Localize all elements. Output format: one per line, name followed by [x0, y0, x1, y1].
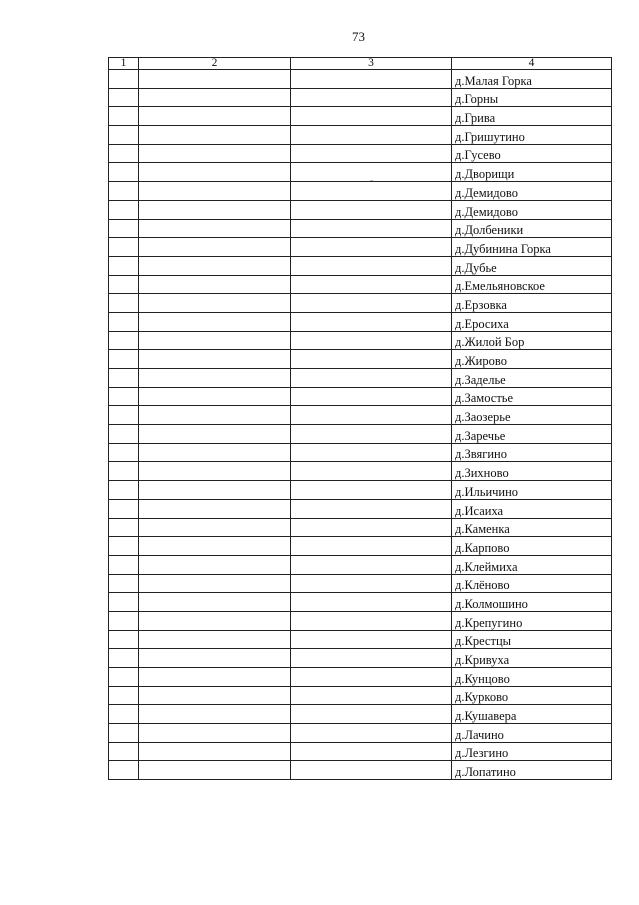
empty-cell-col-1 — [109, 369, 139, 388]
table-row — [109, 275, 612, 294]
settlement-name: д.Клеймиха — [452, 555, 612, 574]
table-row — [109, 144, 612, 163]
empty-cell-col-2 — [139, 163, 291, 182]
empty-cell-col-3 — [291, 630, 452, 649]
settlement-name: д.Лезгино — [452, 742, 612, 761]
page-number: 73 — [352, 29, 365, 44]
table-row — [109, 742, 612, 761]
empty-cell-col-3 — [291, 107, 452, 126]
empty-cell-col-3 — [291, 331, 452, 350]
empty-cell-col-2 — [139, 593, 291, 612]
table-row — [109, 499, 612, 518]
table-row — [109, 256, 612, 275]
settlement-name: д.Исаиха — [452, 499, 612, 518]
empty-cell-col-2 — [139, 238, 291, 257]
empty-cell-col-2 — [139, 406, 291, 425]
table-row — [109, 724, 612, 743]
table-row — [109, 294, 612, 313]
empty-cell-col-1 — [109, 649, 139, 668]
table-row — [109, 555, 612, 574]
table-row — [109, 70, 612, 89]
settlement-name: д.Клёново — [452, 574, 612, 593]
empty-cell-col-2 — [139, 742, 291, 761]
settlement-name: д.Курково — [452, 686, 612, 705]
settlement-name: д.Жирово — [452, 350, 612, 369]
empty-cell-col-2 — [139, 518, 291, 537]
column-header-1: 1 — [109, 58, 139, 70]
empty-cell-col-1 — [109, 144, 139, 163]
empty-cell-col-1 — [109, 593, 139, 612]
empty-cell-col-2 — [139, 630, 291, 649]
empty-cell-col-3 — [291, 555, 452, 574]
settlement-name: д.Гусево — [452, 144, 612, 163]
settlement-name: д.Демидово — [452, 182, 612, 201]
settlement-name: д.Малая Горка — [452, 70, 612, 89]
empty-cell-col-1 — [109, 331, 139, 350]
empty-cell-col-3 — [291, 593, 452, 612]
empty-cell-col-2 — [139, 537, 291, 556]
settlement-name: д.Колмошино — [452, 593, 612, 612]
table-row — [109, 537, 612, 556]
empty-cell-col-3 — [291, 686, 452, 705]
settlement-name: д.Демидово — [452, 200, 612, 219]
empty-cell-col-2 — [139, 107, 291, 126]
empty-cell-col-1 — [109, 742, 139, 761]
empty-cell-col-3 — [291, 369, 452, 388]
empty-cell-col-3 — [291, 761, 452, 780]
settlement-name: д.Дубинина Горка — [452, 238, 612, 257]
settlement-name: д.Лопатино — [452, 761, 612, 780]
empty-cell-col-2 — [139, 70, 291, 89]
empty-cell-col-3 — [291, 537, 452, 556]
table-row — [109, 238, 612, 257]
empty-cell-col-2 — [139, 387, 291, 406]
settlement-name: д.Зихново — [452, 462, 612, 481]
empty-cell-col-2 — [139, 761, 291, 780]
header-row — [109, 58, 612, 70]
empty-cell-col-3 — [291, 724, 452, 743]
settlement-name: д.Ильичино — [452, 481, 612, 500]
table-row — [109, 406, 612, 425]
table-row — [109, 107, 612, 126]
table-row — [109, 219, 612, 238]
empty-cell-col-2 — [139, 312, 291, 331]
empty-cell-col-1 — [109, 481, 139, 500]
empty-cell-col-2 — [139, 256, 291, 275]
empty-cell-col-2 — [139, 275, 291, 294]
settlement-name: д.Замостье — [452, 387, 612, 406]
table-row — [109, 481, 612, 500]
settlement-name: д.Лачино — [452, 724, 612, 743]
empty-cell-col-2 — [139, 88, 291, 107]
table-row — [109, 668, 612, 687]
empty-cell-col-1 — [109, 705, 139, 724]
settlement-name: д.Звягино — [452, 443, 612, 462]
empty-cell-col-2 — [139, 555, 291, 574]
empty-cell-col-1 — [109, 462, 139, 481]
empty-cell-col-1 — [109, 630, 139, 649]
table-row — [109, 593, 612, 612]
empty-cell-col-2 — [139, 705, 291, 724]
empty-cell-col-2 — [139, 182, 291, 201]
empty-cell-col-1 — [109, 256, 139, 275]
empty-cell-col-1 — [109, 294, 139, 313]
empty-cell-col-1 — [109, 70, 139, 89]
settlement-name: д.Кривуха — [452, 649, 612, 668]
empty-cell-col-3 — [291, 163, 452, 182]
empty-cell-col-1 — [109, 126, 139, 145]
empty-cell-col-3 — [291, 387, 452, 406]
settlements-table — [108, 57, 612, 780]
empty-cell-col-3 — [291, 238, 452, 257]
empty-cell-col-1 — [109, 163, 139, 182]
empty-cell-col-2 — [139, 443, 291, 462]
settlement-name: д.Ерзовка — [452, 294, 612, 313]
empty-cell-col-2 — [139, 144, 291, 163]
table-body — [109, 70, 612, 780]
empty-cell-col-3 — [291, 275, 452, 294]
empty-cell-col-1 — [109, 200, 139, 219]
empty-cell-col-3 — [291, 611, 452, 630]
empty-cell-col-3 — [291, 406, 452, 425]
empty-cell-col-2 — [139, 649, 291, 668]
empty-cell-col-1 — [109, 425, 139, 444]
empty-cell-col-2 — [139, 499, 291, 518]
empty-cell-col-2 — [139, 574, 291, 593]
settlement-name: д.Крестцы — [452, 630, 612, 649]
empty-cell-col-3 — [291, 219, 452, 238]
empty-cell-col-1 — [109, 686, 139, 705]
empty-cell-col-1 — [109, 555, 139, 574]
empty-cell-col-3 — [291, 256, 452, 275]
empty-cell-col-1 — [109, 668, 139, 687]
table-row — [109, 574, 612, 593]
empty-cell-col-3 — [291, 70, 452, 89]
empty-cell-col-2 — [139, 200, 291, 219]
table-row — [109, 182, 612, 201]
empty-cell-col-1 — [109, 387, 139, 406]
empty-cell-col-3 — [291, 182, 452, 201]
settlement-name: д.Заделье — [452, 369, 612, 388]
empty-cell-col-3 — [291, 574, 452, 593]
empty-cell-col-1 — [109, 574, 139, 593]
table-row — [109, 200, 612, 219]
empty-cell-col-3 — [291, 350, 452, 369]
empty-cell-col-1 — [109, 312, 139, 331]
table-row — [109, 705, 612, 724]
table-row — [109, 462, 612, 481]
empty-cell-col-1 — [109, 443, 139, 462]
empty-cell-col-3 — [291, 294, 452, 313]
empty-cell-col-2 — [139, 331, 291, 350]
settlement-name: д.Дворищи — [452, 163, 612, 182]
table-row — [109, 331, 612, 350]
table-row — [109, 163, 612, 182]
empty-cell-col-3 — [291, 425, 452, 444]
settlement-name: д.Крепугино — [452, 611, 612, 630]
table-row — [109, 126, 612, 145]
table-row — [109, 312, 612, 331]
empty-cell-col-1 — [109, 182, 139, 201]
settlement-name: д.Карпово — [452, 537, 612, 556]
empty-cell-col-2 — [139, 369, 291, 388]
empty-cell-col-2 — [139, 219, 291, 238]
empty-cell-col-2 — [139, 611, 291, 630]
empty-cell-col-2 — [139, 425, 291, 444]
column-header-3: 3 — [291, 58, 452, 70]
empty-cell-col-2 — [139, 126, 291, 145]
empty-cell-col-1 — [109, 350, 139, 369]
empty-cell-col-2 — [139, 481, 291, 500]
settlement-name: д.Грива — [452, 107, 612, 126]
empty-cell-col-3 — [291, 443, 452, 462]
settlement-name: д.Каменка — [452, 518, 612, 537]
column-header-4: 4 — [452, 58, 612, 70]
table-row — [109, 350, 612, 369]
settlement-name: д.Долбеники — [452, 219, 612, 238]
empty-cell-col-3 — [291, 126, 452, 145]
empty-cell-col-3 — [291, 144, 452, 163]
empty-cell-col-2 — [139, 724, 291, 743]
settlement-name: д.Гришутино — [452, 126, 612, 145]
empty-cell-col-1 — [109, 275, 139, 294]
empty-cell-col-1 — [109, 219, 139, 238]
empty-cell-col-3 — [291, 200, 452, 219]
settlement-name: д.Жилой Бор — [452, 331, 612, 350]
settlement-name: д.Емельяновское — [452, 275, 612, 294]
empty-cell-col-1 — [109, 518, 139, 537]
empty-cell-col-3 — [291, 518, 452, 537]
table-row — [109, 369, 612, 388]
table-row — [109, 387, 612, 406]
empty-cell-col-2 — [139, 294, 291, 313]
table-row — [109, 630, 612, 649]
table-row — [109, 761, 612, 780]
empty-cell-col-1 — [109, 761, 139, 780]
settlement-name: д.Кунцово — [452, 668, 612, 687]
settlement-name: д.Еросиха — [452, 312, 612, 331]
settlement-name: д.Горны — [452, 88, 612, 107]
empty-cell-col-3 — [291, 312, 452, 331]
table-row — [109, 425, 612, 444]
table-row — [109, 686, 612, 705]
settlement-name: д.Заречье — [452, 425, 612, 444]
empty-cell-col-3 — [291, 462, 452, 481]
table-row — [109, 443, 612, 462]
empty-cell-col-1 — [109, 406, 139, 425]
empty-cell-col-3 — [291, 742, 452, 761]
empty-cell-col-2 — [139, 668, 291, 687]
empty-cell-col-1 — [109, 107, 139, 126]
empty-cell-col-3 — [291, 649, 452, 668]
settlement-name: д.Кушавера — [452, 705, 612, 724]
table-row — [109, 88, 612, 107]
empty-cell-col-3 — [291, 481, 452, 500]
empty-cell-col-1 — [109, 499, 139, 518]
empty-cell-col-3 — [291, 668, 452, 687]
empty-cell-col-2 — [139, 686, 291, 705]
empty-cell-col-1 — [109, 611, 139, 630]
empty-cell-col-2 — [139, 350, 291, 369]
empty-cell-col-3 — [291, 705, 452, 724]
empty-cell-col-1 — [109, 238, 139, 257]
empty-cell-col-1 — [109, 724, 139, 743]
empty-cell-col-2 — [139, 462, 291, 481]
empty-cell-col-1 — [109, 537, 139, 556]
table-row — [109, 649, 612, 668]
table-row — [109, 611, 612, 630]
settlement-name: д.Заозерье — [452, 406, 612, 425]
column-header-2: 2 — [139, 58, 291, 70]
table-row — [109, 518, 612, 537]
empty-cell-col-1 — [109, 88, 139, 107]
empty-cell-col-3 — [291, 499, 452, 518]
empty-cell-col-3 — [291, 88, 452, 107]
settlement-name: д.Дубье — [452, 256, 612, 275]
